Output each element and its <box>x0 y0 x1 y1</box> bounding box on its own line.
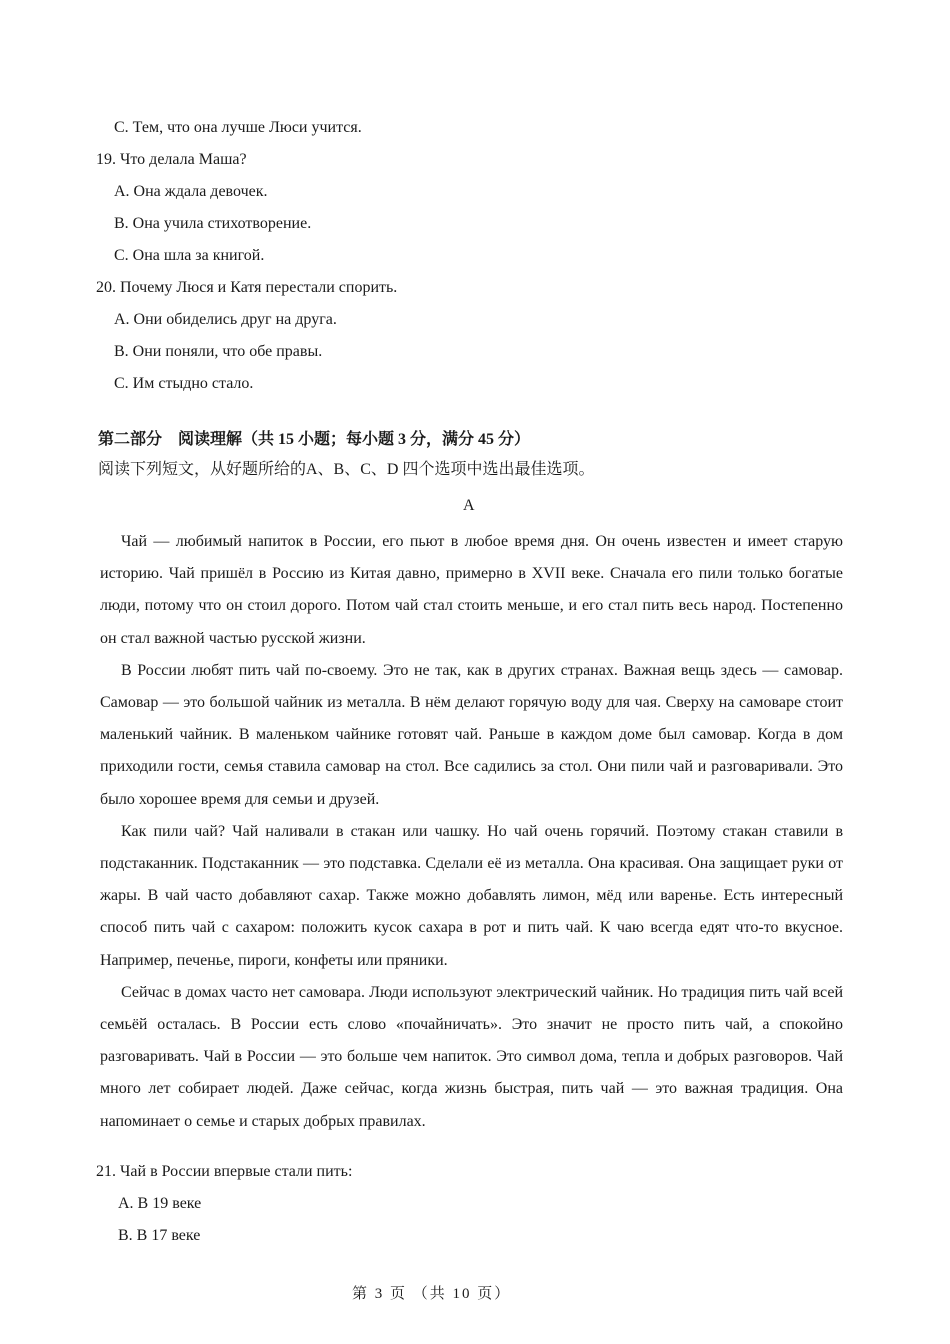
passage-text <box>100 526 843 1138</box>
q19-option-c: C. Она шла за книгой. <box>114 247 265 264</box>
passage-paragraph: Как пили чай? Чай наливали в стакан или чашку. Но чай очень горячий. Поэтому стакан ставили в подстаканник. Подстаканник — это подставка. Сделали её из металла. Она красивая. Она защищает руки от жары. В чай часто добавляют сахар. Также можно добавлять лимон, мёд или варенье. Есть интересный способ пить чай с сахаром: положить кусок сахара в рот и пить чай. К чаю всегда едят что-то вкусное. Например, печенье, пироги, конфеты или пряники. <box>100 822 843 969</box>
section-title: 第二部分 阅读理解（共 15 小题；每小题 3 分，满分 45 分） <box>98 431 531 448</box>
passage-paragraph: В России любят пить чай по-своему. Это не так, как в других странах. Важная вещь здесь — самовар. Самовар — это большой чайник из металла. В нём делают горячую воду для чая. Сверху на самоваре стоит маленький чайник. В маленьком чайнике готовят чай. Раньше в каждом доме был самовар. Когда в дом приходили гости, семья ставила самовар на стол. Все садились за стол. Они пили чай и разговаривали. Это было хорошее время для семьи и друзей. <box>100 661 843 808</box>
passage-label: A <box>463 497 475 514</box>
passage-paragraph: Сейчас в домах часто нет самовара. Люди используют электрический чайник. Но традиция пить чай всей семьёй осталась. В России есть слово «почайничать». Это значит не просто пить чай, а спокойно разговаривать. Чай в России — это больше чем напиток. Это символ дома, тепла и добрых разговоров. Чай много лет собирает людей. Даже сейчас, когда жизнь быстрая, пить чай — это важная традиция. Она напоминает о семье и старых добрых правилах. <box>100 983 843 1130</box>
q19-option-b: B. Она учила стихотворение. <box>114 215 312 232</box>
q21-text: 21. Чай в России впервые стали пить: <box>96 1163 353 1180</box>
q19-text: 19. Что делала Маша? <box>96 151 247 168</box>
q20-option-a: A. Они обиделись друг на друга. <box>114 311 337 328</box>
q21-option-b: B. В 17 веке <box>118 1227 201 1244</box>
q18-option-c: C. Тем, что она лучше Люси учится. <box>114 119 362 136</box>
passage-paragraph: Чай — любимый напиток в России, его пьют в любое время дня. Он очень известен и имеет старую историю. Чай пришёл в Россию из Китая давно, примерно в XVII веке. Сначала его пили только богатые люди, потому что он стоил дорого. Потом чай стал стоить меньше, и его стал пить весь народ. Постепенно он стал важной частью русской жизни. <box>100 533 843 647</box>
page-footer: 第 3 页 （共 10 页） <box>352 1286 512 1302</box>
q20-text: 20. Почему Люся и Катя перестали спорить. <box>96 279 398 296</box>
q21-option-a: A. В 19 веке <box>118 1195 202 1212</box>
section-instruction: 阅读下列短文，从好题所给的A、B、C、D 四个选项中选出最佳选项。 <box>98 461 595 478</box>
q20-option-c: C. Им стыдно стало. <box>114 375 254 392</box>
q19-option-a: A. Она ждала девочек. <box>114 183 268 200</box>
q20-option-b: B. Они поняли, что обе правы. <box>114 343 323 360</box>
